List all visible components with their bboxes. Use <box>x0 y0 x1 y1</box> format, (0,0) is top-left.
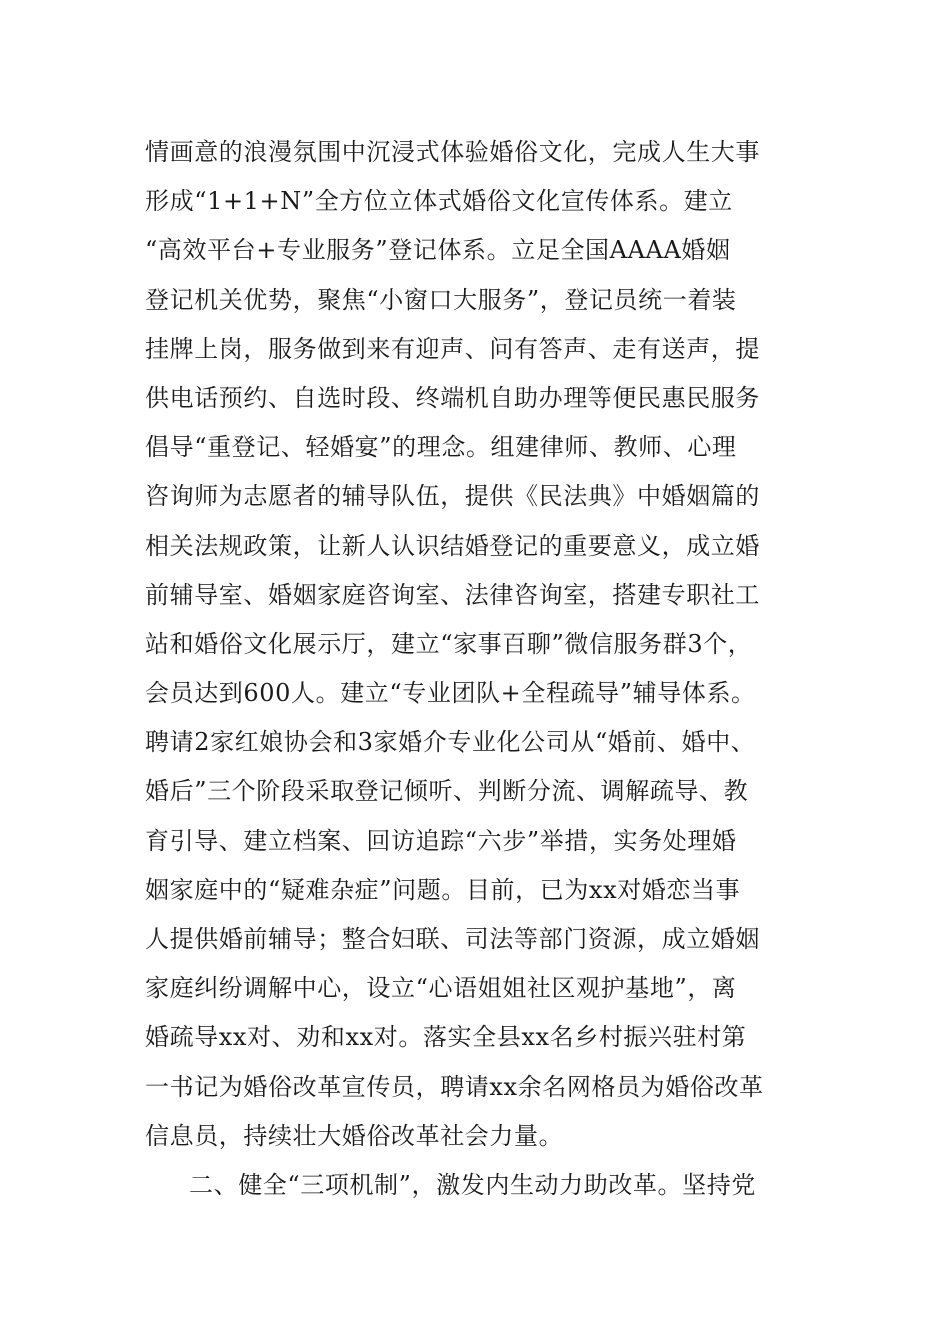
text-line: 挂牌上岗，服务做到来有迎声、问有答声、走有送声，提 <box>145 334 760 363</box>
text-line: 婚疏导xx对、劝和xx对。落实全县xx名乡村振兴驻村第 <box>145 1023 747 1052</box>
text-line: 信息员，持续壮大婚俗改革社会力量。 <box>145 1121 564 1150</box>
text-line: 站和婚俗文化展示厅，建立“家事百聊”微信服务群3个， <box>145 629 753 658</box>
text-line: 情画意的浪漫氛围中沉浸式体验婚俗文化，完成人生大事 <box>145 138 760 166</box>
text-line: 相关法规政策，让新人认识结婚登记的重要意义，成立婚 <box>145 531 760 560</box>
text-line: “高效平台+专业服务”登记体系。立足全国AAAA婚姻 <box>145 236 731 265</box>
text-line: 聘请2家红娘协会和3家婚介专业化公司从“婚前、婚中、 <box>145 728 756 757</box>
text-line: 前辅导室、婚姻家庭咨询室、法律咨询室，搭建专职社工 <box>145 580 760 609</box>
text-line: 咨询师为志愿者的辅导队伍，提供《民法典》中婚姻篇的 <box>145 482 760 511</box>
text-line: 家庭纠纷调解中心，设立“心语姐姐社区观护基地”，离 <box>145 974 737 1003</box>
text-line: 会员达到600人。建立“专业团队+全程疏导”辅导体系。 <box>145 679 756 708</box>
section-heading-line: 二、健全“三项机制”，激发内生动力助改革。坚持党 <box>189 1170 756 1199</box>
body-text <box>145 128 845 1210</box>
text-line: 倡导“重登记、轻婚宴”的理念。组建律师、教师、心理 <box>145 433 737 462</box>
text-line: 育引导、建立档案、回访追踪“六步”举措，实务处理婚 <box>145 826 737 855</box>
text-line: 供电话预约、自选时段、终端机自助办理等便民惠民服务 <box>145 383 760 412</box>
text-line: 人提供婚前辅导；整合妇联、司法等部门资源，成立婚姻 <box>145 925 760 953</box>
text-line: 登记机关优势，聚焦“小窗口大服务”，登记员统一着装 <box>145 285 737 314</box>
text-line: 形成“1+1+N”全方位立体式婚俗文化宣传体系。建立 <box>145 187 733 216</box>
text-line: 姻家庭中的“疑难杂症”问题。目前，已为xx对婚恋当事 <box>145 875 741 904</box>
text-line: 一书记为婚俗改革宣传员，聘请xx余名网格员为婚俗改革 <box>145 1072 764 1101</box>
text-line: 婚后”三个阶段采取登记倾听、判断分流、调解疏导、教 <box>145 777 749 806</box>
